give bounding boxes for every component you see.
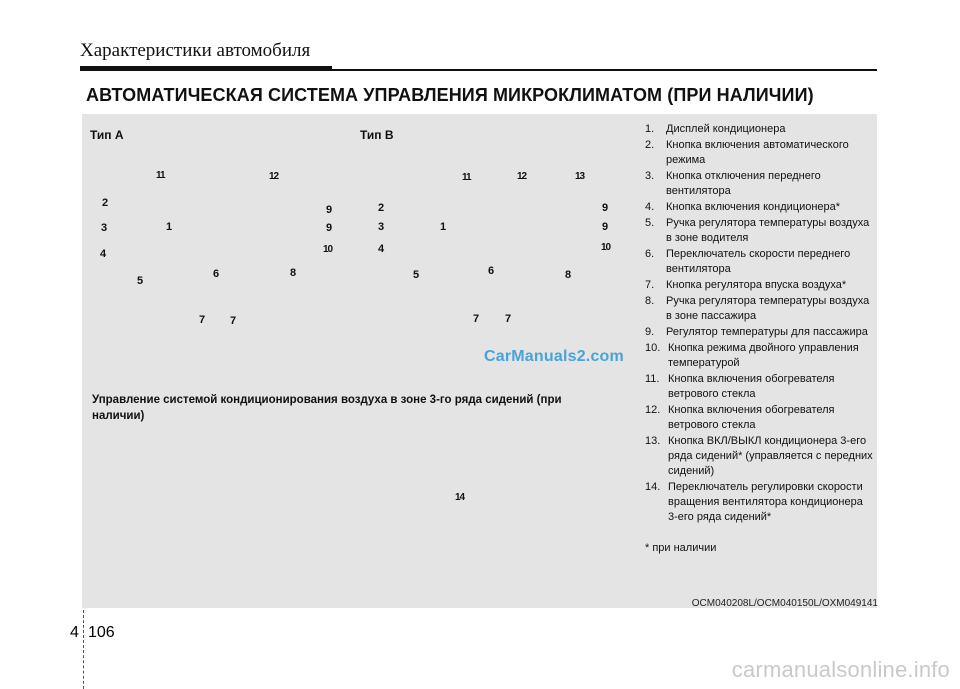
legend-item-number: 4. bbox=[645, 201, 655, 213]
legend-item-number: 1. bbox=[645, 123, 655, 135]
legend-item-number: 7. bbox=[645, 279, 655, 291]
legend-item-text: Дисплей кондиционера bbox=[666, 123, 786, 135]
type-b-callout: 10 bbox=[601, 242, 611, 253]
legend-item bbox=[645, 169, 875, 199]
legend-item bbox=[645, 434, 875, 479]
legend-item-number: 9. bbox=[645, 326, 655, 338]
legend-item bbox=[645, 341, 875, 371]
legend-item bbox=[645, 372, 875, 402]
legend-item-number: 11. bbox=[645, 373, 660, 385]
page-number: 106 bbox=[88, 624, 115, 641]
page-divider-bottom bbox=[83, 650, 84, 689]
section-title: АВТОМАТИЧЕСКАЯ СИСТЕМА УПРАВЛЕНИЯ МИКРОКЛИМАТОМ (ПРИ НАЛИЧИИ) bbox=[86, 85, 814, 105]
legend-item-number: 14. bbox=[645, 481, 661, 493]
legend-item bbox=[645, 216, 875, 246]
watermark-text: CarManuals2.com bbox=[484, 348, 624, 365]
legend-item bbox=[645, 278, 875, 293]
type-a-callout: 9 bbox=[326, 204, 333, 216]
type-a-callout: 11 bbox=[156, 170, 165, 181]
type-b-label: Тип B bbox=[360, 128, 394, 142]
type-b-callout: 3 bbox=[378, 221, 385, 233]
header-rule-thin bbox=[332, 69, 877, 71]
type-a-callout: 6 bbox=[213, 268, 220, 280]
legend-item-number: 2. bbox=[645, 139, 655, 151]
type-b-callout: 8 bbox=[565, 269, 572, 281]
legend-item-text: Переключатель скорости переднего вентилятора bbox=[666, 248, 851, 275]
legend-item-text: Кнопка режима двойного управления температурой bbox=[668, 342, 859, 369]
legend-item-number: 10. bbox=[645, 342, 661, 354]
page-divider-top bbox=[83, 610, 84, 648]
type-a-callout: 5 bbox=[137, 275, 144, 287]
legend-item-text: Кнопка ВКЛ/ВЫКЛ кондиционера 3-его ряда сидений* (управляется с передних сидений) bbox=[668, 435, 873, 477]
legend-item-text: Кнопка регулятора впуска воздуха* bbox=[666, 279, 847, 291]
type-b-callout: 7 bbox=[473, 313, 480, 325]
legend-item bbox=[645, 480, 875, 525]
type-b-callout: 7 bbox=[505, 313, 512, 325]
page-header-title: Характеристики автомобиля bbox=[80, 40, 311, 61]
legend-item-number: 12. bbox=[645, 404, 661, 416]
type-b-callout: 9 bbox=[602, 221, 609, 233]
legend-item bbox=[645, 325, 875, 340]
legend-item-text: Переключатель регулировки скорости вращения вентилятора кондиционера 3-его ряда сидений* bbox=[668, 481, 863, 523]
type-a-callout: 8 bbox=[290, 267, 297, 279]
rear-callout: 14 bbox=[455, 492, 465, 503]
legend-item-text: Регулятор температуры для пассажира bbox=[666, 326, 868, 338]
type-b-callout: 11 bbox=[462, 172, 471, 183]
legend-item-text: Кнопка включения обогревателя ветрового стекла bbox=[668, 373, 835, 400]
type-a-callout: 1 bbox=[166, 221, 173, 233]
legend-item bbox=[645, 247, 875, 277]
legend-item-text: Кнопка отключения переднего вентилятора bbox=[666, 170, 821, 197]
type-b-callout: 13 bbox=[575, 171, 585, 182]
legend-item-text: Кнопка включения кондиционера* bbox=[666, 201, 841, 213]
legend-item bbox=[645, 200, 875, 215]
image-code: OCM040208L/OCM040150L/OXM049141 bbox=[691, 598, 878, 609]
type-b-callout: 2 bbox=[378, 202, 385, 214]
type-b-callout: 12 bbox=[517, 171, 527, 182]
type-b-callout: 6 bbox=[488, 265, 495, 277]
type-a-callout: 9 bbox=[326, 222, 333, 234]
legend-item-number: 6. bbox=[645, 248, 655, 260]
legend-item-number: 13. bbox=[645, 435, 661, 447]
type-a-label: Тип А bbox=[90, 128, 124, 142]
legend-item-text: Кнопка включения обогревателя ветрового стекла bbox=[668, 404, 835, 431]
type-a-callout: 2 bbox=[102, 197, 109, 209]
legend-item-number: 5. bbox=[645, 217, 655, 229]
legend-item-number: 8. bbox=[645, 295, 655, 307]
legend-list bbox=[645, 122, 875, 556]
type-b-callout: 5 bbox=[413, 269, 420, 281]
type-b-callout: 9 bbox=[602, 202, 609, 214]
legend-item-text: Ручка регулятора температуры воздуха в зоне водителя bbox=[666, 217, 870, 244]
type-b-callout: 4 bbox=[378, 243, 385, 255]
legend-item-number: 3. bbox=[645, 170, 655, 182]
legend-item-text: Ручка регулятора температуры воздуха в зоне пассажира bbox=[666, 295, 870, 322]
type-a-callout: 7 bbox=[199, 314, 206, 326]
legend-item bbox=[645, 403, 875, 433]
type-a-callout: 3 bbox=[101, 222, 108, 234]
type-b-callout: 1 bbox=[440, 221, 447, 233]
header-rule-thick bbox=[80, 66, 332, 71]
rear-climate-caption: Управление системой кондиционирования воздуха в зоне 3-го ряда сидений (при наличии) bbox=[92, 394, 562, 422]
legend-item bbox=[645, 122, 875, 137]
legend-footnote: * при наличии bbox=[645, 542, 717, 554]
type-a-callout: 12 bbox=[269, 171, 279, 182]
footer-watermark: carmanualsonline.info bbox=[731, 657, 950, 682]
type-a-callout: 4 bbox=[100, 248, 107, 260]
legend-item bbox=[645, 294, 875, 324]
legend-item-text: Кнопка включения автоматического режима bbox=[666, 139, 849, 166]
legend-item bbox=[645, 138, 875, 168]
chapter-number: 4 bbox=[70, 624, 79, 641]
type-a-callout: 10 bbox=[323, 244, 333, 255]
type-a-callout: 7 bbox=[230, 315, 237, 327]
